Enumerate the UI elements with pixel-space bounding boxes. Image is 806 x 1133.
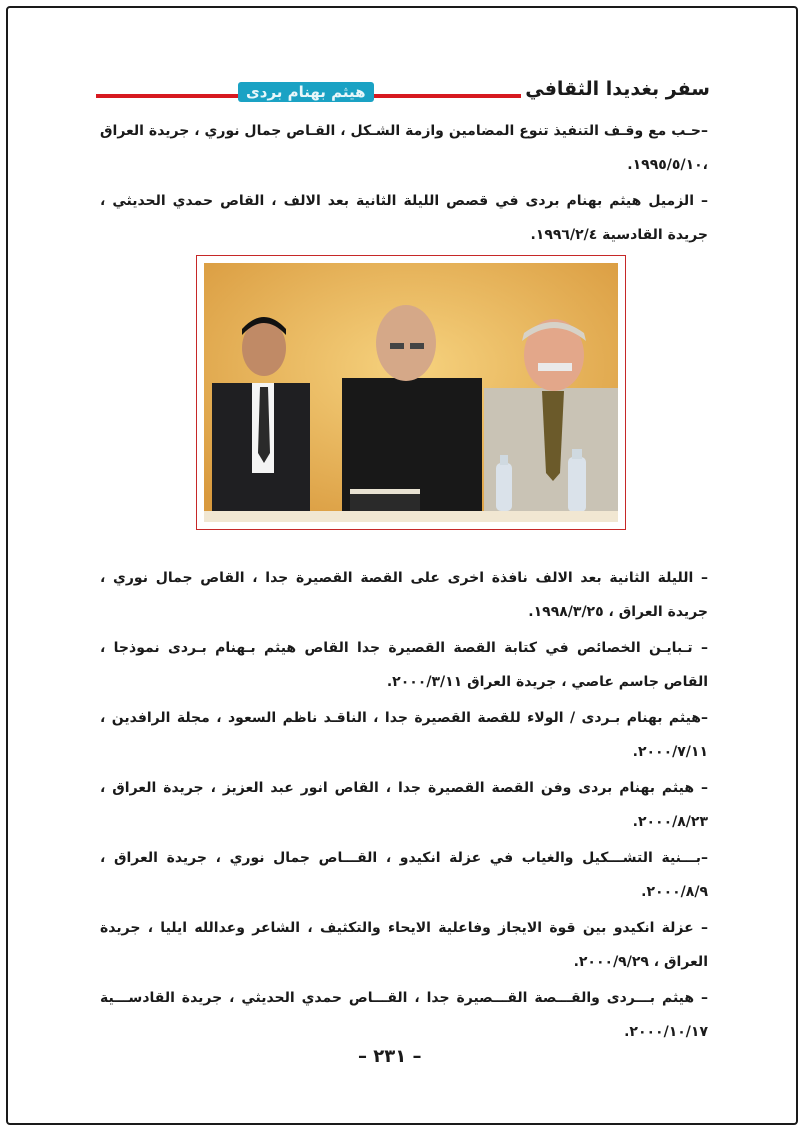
reference-entry: – عزلة انكيدو بين قوة الايجاز وفاعلية الايحاء والتكثيف ، الشاعر وعدالله ايليا ، جريدة العراق ، ٢٠٠٠/٩/٢٩. <box>100 920 708 970</box>
reference-entry: – هيثم بهنام بردى وفن القصة القصيرة جدا ، القاص انور عبد العزيز ، جريدة العراق ، ٢٠٠٠/٨/٢٣. <box>100 780 708 830</box>
photo-image <box>204 263 618 522</box>
book-title: سفر بغديدا الثقافي <box>521 78 710 100</box>
reference-entry: – تـبايـن الخصائص في كتابة القصة القصيرة جدا القاص هيثم بـهنام بـردى نموذجا ، القاص جاسم عاصي ، جريدة العراق ٢٠٠٠/٣/١١. <box>100 640 708 690</box>
reference-entry: – الزميل هيثم بهنام بردى في قصص الليلة الثانية بعد الالف ، القاص حمدي الحديثي ، جريدة القادسية ١٩٩٦/٢/٤. <box>100 193 708 243</box>
reference-entry: –بـــنية التشـــكيل والغياب في عزلة انكيدو ، القـــاص جمال نوري ، جريدة العراق ، ٢٠٠٠/٨/٩. <box>100 850 708 900</box>
reference-entry: – هيثم بـــردى والقـــصة القـــصيرة جدا ، القـــاص حمدي الحديثي ، جريدة القادســـية ٢٠٠٠/١٠/١٧. <box>100 990 708 1040</box>
page-number: – ٢٣١ – <box>358 1046 422 1067</box>
references-list-bottom <box>100 561 708 1051</box>
author-name-tag: هيثم بهنام بردى <box>238 82 374 102</box>
reference-entry: – الليلة الثانية بعد الالف نافذة اخرى على القصة القصيرة جدا ، القاص جمال نوري ، جريدة العراق ، ١٩٩٨/٣/٢٥. <box>100 570 708 620</box>
page-header <box>96 78 710 108</box>
group-photo <box>196 255 626 530</box>
reference-entry: –هيثم بهنام بـردى / الولاء للقصة القصيرة جدا ، الناقـد ناظم السعود ، مجلة الرافدين ، ٢٠٠٠/٧/١١. <box>100 710 708 760</box>
references-list-top <box>100 114 708 254</box>
reference-entry: –حـب مع وقـف التنفيذ تنوع المضامين وازمة الشـكل ، القـاص جمال نوري ، جريدة العراق ،١٩٩٥/٥/١٠. <box>100 123 708 173</box>
